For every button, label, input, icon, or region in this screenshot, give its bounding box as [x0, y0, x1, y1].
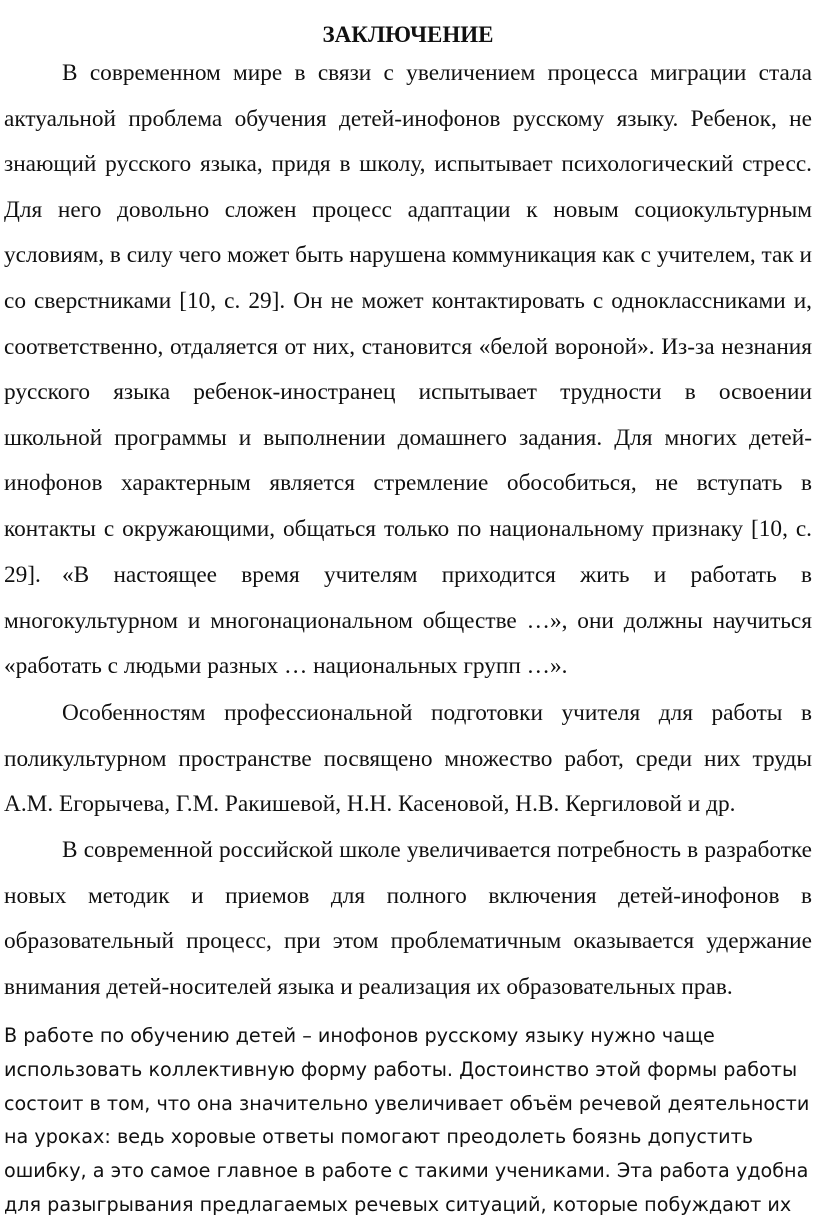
- modern-school-text-block: [4, 828, 812, 1010]
- paragraph-teacher-training: Особенностям профессиональной подготовки учителя для работы в поликультурном пространстве посвящено множество работ, среди них труды А.М. Егорычева, Г.М. Ракишевой, Н.Н. Касеновой, Н.В. Кергиловой и др.: [4, 700, 812, 818]
- paragraph-collective-work: В работе по обучению детей – инофонов русскому языку нужно чаще использовать коллективную форму работы. Достоинство этой формы работы состоит в том, что она значительно увеличивает объём речевой деятельности на уроках: ведь хоровые ответы помогают преодолеть боязнь допустить ошибку, а это самое главное в работе с такими учениками. Эта работа удобна для разыгрывания предлагаемых речевых ситуаций, которые побуждают их: [4, 1024, 810, 1216]
- main-text-block: [4, 51, 812, 598]
- paragraph-migration-problem: В современном мире в связи с увеличением процесса миграции стала актуальной проблема обучения детей-инофонов русскому языку. Ребенок, не знающий русского языка, придя в школу, испытывает психологический стресс. Для него довольно сложен процесс адаптации к новым социокультурным условиям, в силу чего может быть нарушена коммуникация как с учителем, так и со сверстниками [10, с. 29]. Он не может контактировать с одноклассниками и, соответственно, отдаляется от них, становится «белой вороной». Из-за незнания русского языка ребенок-иностранец испытывает трудности в освоении школьной программы и выполнении домашнего задания. Для многих детей-инофонов характерным является стремление обособиться, не вступать в контакты с окружающими, общаться только по национальному признаку [10, с. 29].: [4, 60, 812, 588]
- paragraph-multicultural-society: «В настоящее время учителям приходится жить и работать в многокультурном и многонациональном обществе …», они должны научиться «работать с людьми разных … национальных групп …».: [4, 562, 812, 680]
- authors-text-block: [4, 691, 812, 828]
- quote-text-block: [4, 553, 812, 690]
- document-title: ЗАКЛЮЧЕНИЕ: [322, 22, 494, 47]
- paragraph-modern-school: В современной российской школе увеличивается потребность в разработке новых методик и приемов для полного включения детей-инофонов в образовательный процесс, при этом проблематичным оказывается удержание внимания детей-носителей языка и реализация их образовательных прав.: [4, 837, 812, 1000]
